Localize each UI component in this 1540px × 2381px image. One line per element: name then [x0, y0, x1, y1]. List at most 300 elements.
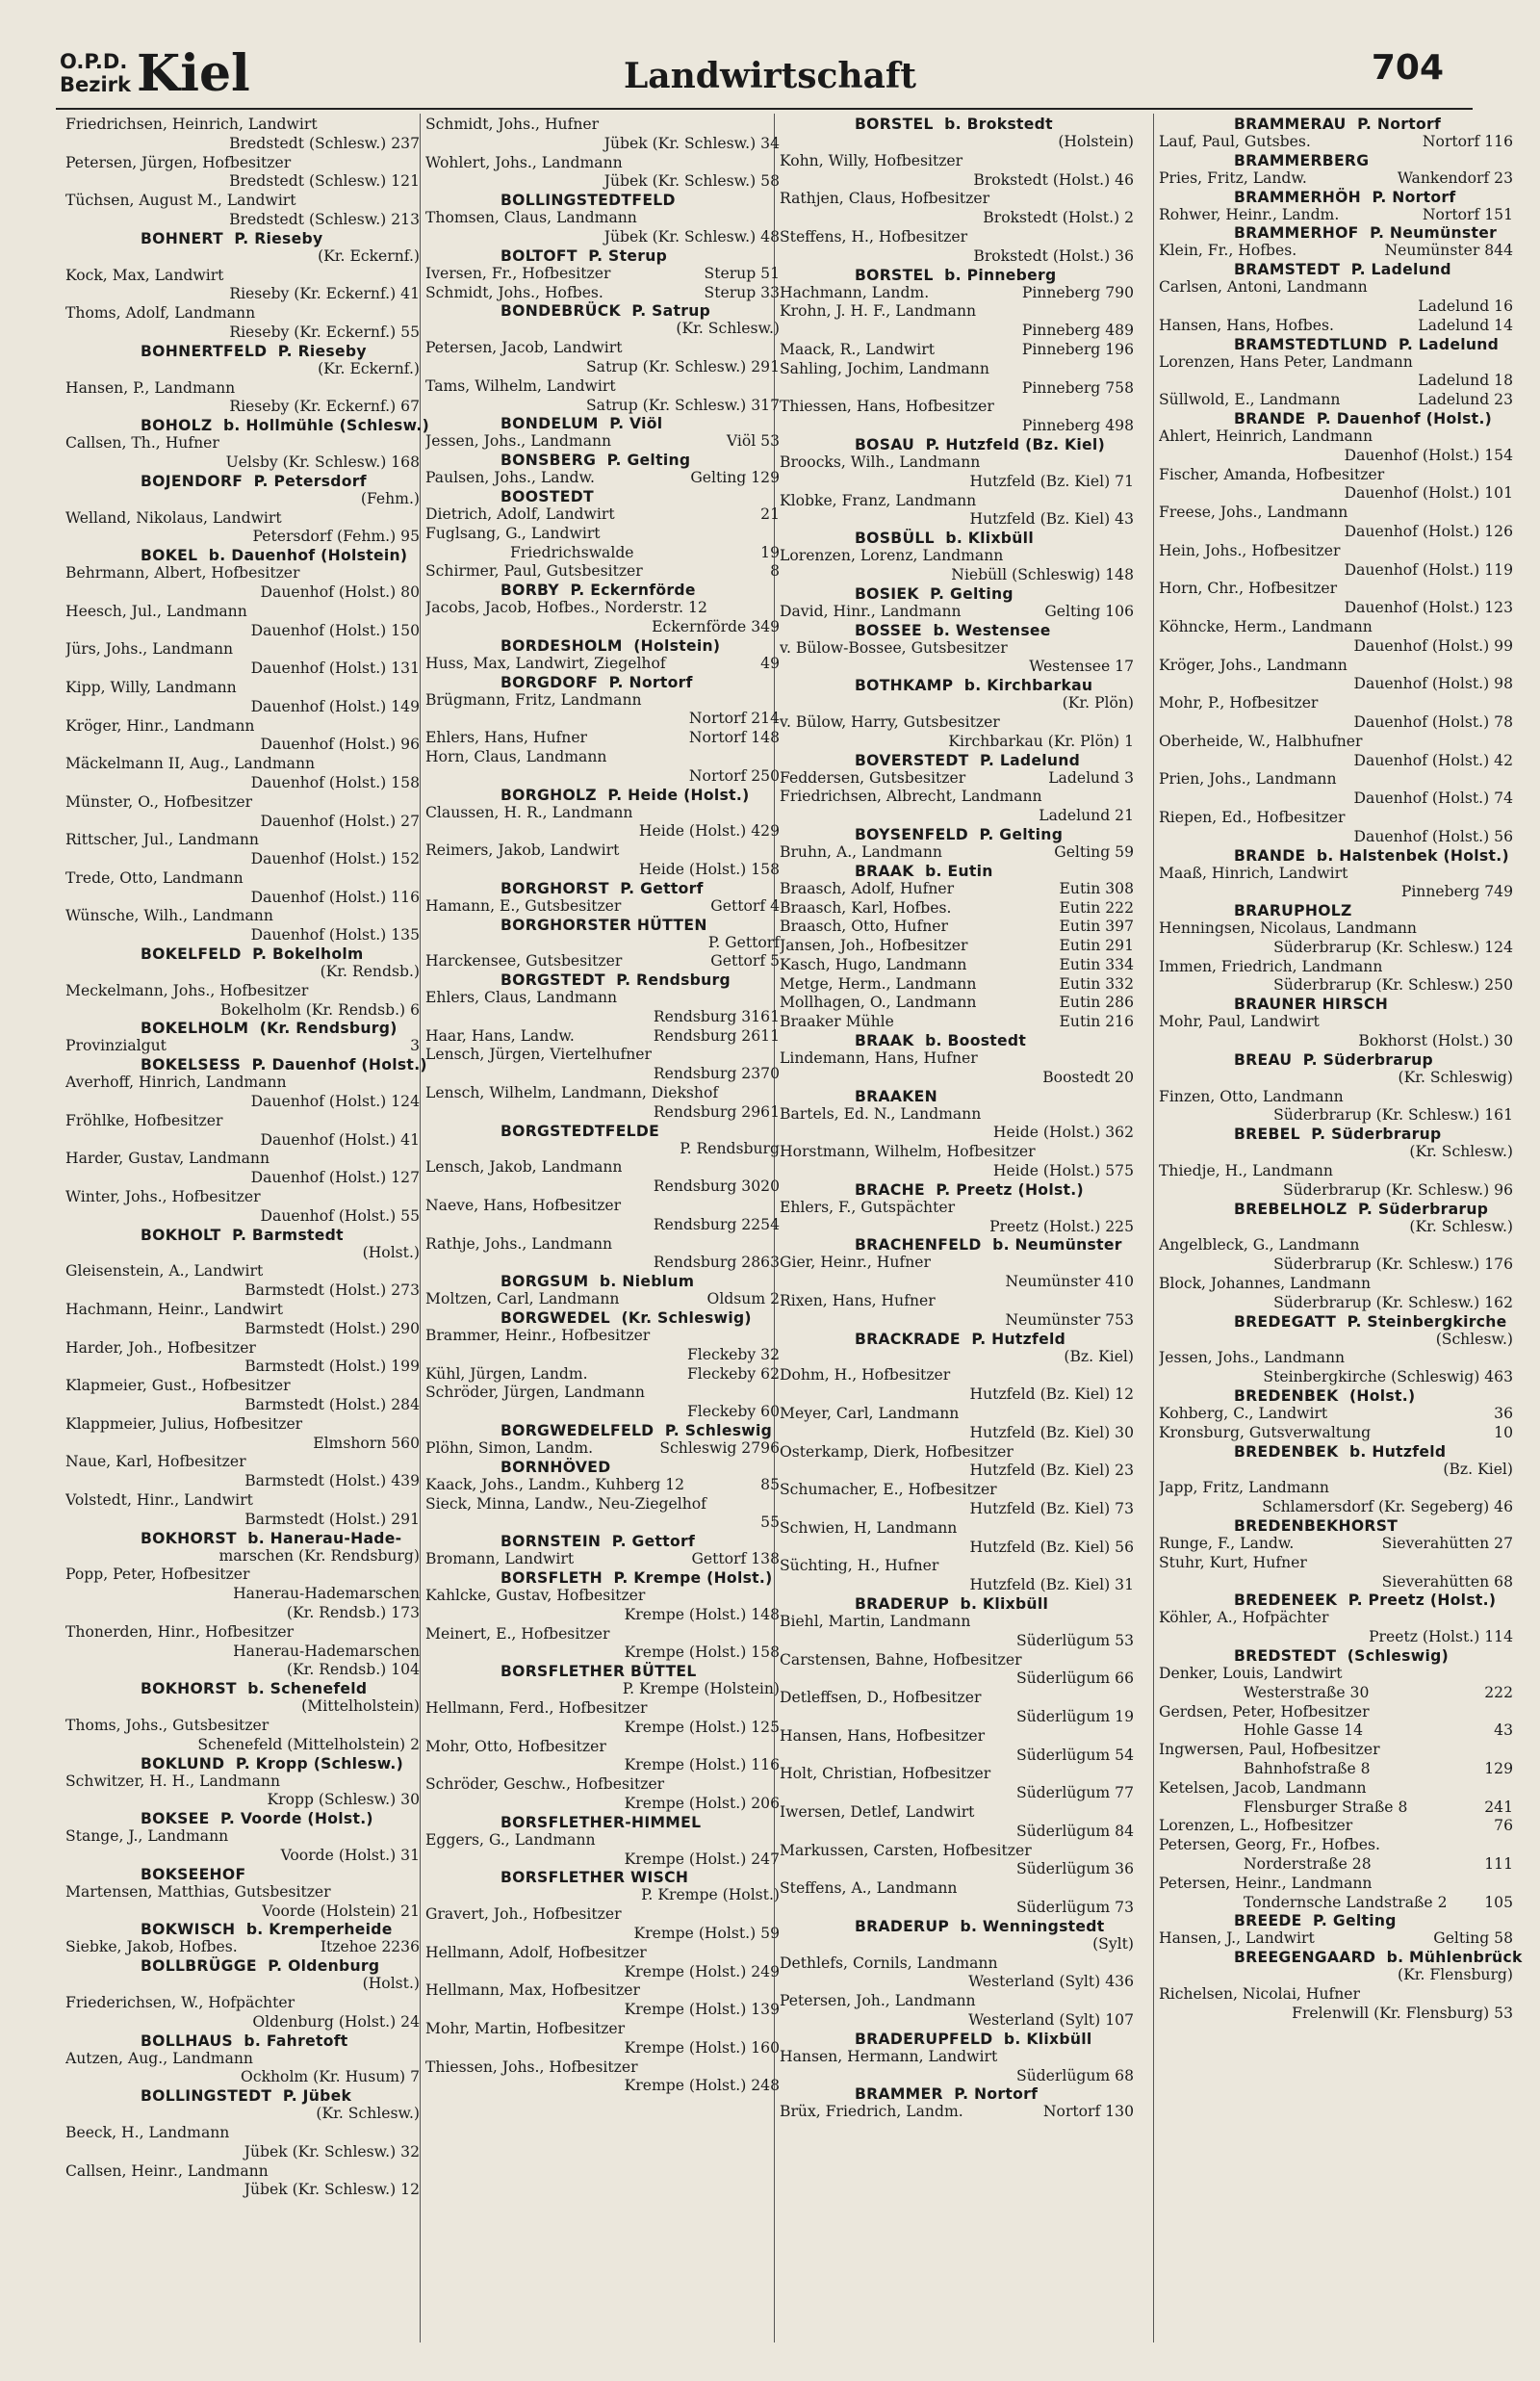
entry-line	[65, 1623, 420, 1643]
entry-text: Autzen, Aug., Landmann	[65, 2049, 253, 2067]
entry-text: Schmidt, Johs., Hofbes.	[425, 283, 603, 301]
entry-number: Pinneberg 196	[1021, 340, 1134, 358]
place-heading	[65, 1680, 420, 1697]
place-heading	[425, 415, 780, 432]
entry-line	[780, 1765, 1134, 1784]
entry-line	[780, 152, 1134, 171]
entry-text: Iversen, Fr., Hofbesitzer	[425, 264, 611, 282]
place-heading	[65, 1056, 427, 1074]
entry-cont: Barmstedt (Holst.) 284	[244, 1396, 420, 1414]
entry-cont: Voorde (Holst.) 31	[280, 1846, 420, 1864]
entry-text: Petersen, Jacob, Landwirt	[425, 339, 623, 357]
place-name: BORSFLETHER BÜTTEL	[500, 1663, 697, 1681]
entry-number: 111	[1484, 1854, 1513, 1873]
entry-cont: Elmshorn 560	[313, 1434, 420, 1452]
entry-text: Kohberg, C., Landwirt	[1159, 1405, 1328, 1423]
entry-line	[425, 655, 780, 674]
entry-line	[780, 1105, 1134, 1125]
entry-text: Provinzialgut	[65, 1037, 167, 1055]
entry-text: Welland, Nikolaus, Landwirt	[65, 508, 282, 527]
entry-text: Ketelsen, Jacob, Landmann	[1159, 1778, 1367, 1797]
entry-cont: Hutzfeld (Bz. Kiel) 56	[969, 1538, 1134, 1556]
entry-cont: Süderlügum 36	[1015, 1860, 1134, 1878]
entry-text: Kahlcke, Gustav, Hofbesitzer	[425, 1587, 646, 1605]
entry-line	[1159, 919, 1513, 939]
place-heading	[780, 2085, 1134, 2103]
place-name: BRADERUP	[855, 1917, 950, 1935]
place-heading-cont: (Kr. Flensburg)	[1397, 1966, 1513, 1984]
place-heading-cont: (Holstein)	[1058, 133, 1134, 150]
entry-line	[780, 603, 1134, 622]
entry-text: Rittscher, Jul., Landmann	[65, 831, 259, 849]
entry-text: Horn, Claus, Landmann	[425, 747, 607, 765]
entry-line	[425, 1587, 780, 1606]
entry-text: Lauf, Paul, Gutsbes.	[1159, 133, 1311, 150]
place-heading	[425, 488, 780, 505]
entry-text: Lindemann, Hans, Hufner	[780, 1049, 978, 1068]
entry-text: Köhler, A., Hofpächter	[1159, 1609, 1329, 1627]
entry-text: Horn, Chr., Hofbesitzer	[1159, 580, 1338, 598]
entry-line	[65, 267, 420, 286]
place-name: BOKHOLT	[141, 1226, 221, 1244]
place-heading-cont: (Kr. Schlesw.)	[1409, 1143, 1513, 1161]
entry-cont: Voorde (Holstein) 21	[262, 1902, 420, 1920]
entry-cont: Krempe (Holst.) 139	[624, 2001, 780, 2019]
entry-line	[1159, 1405, 1513, 1424]
place-postal: b. Schenefeld	[236, 1680, 368, 1698]
entry-cont	[425, 544, 780, 563]
place-name: BRAMMERBERG	[1234, 151, 1370, 169]
entry-line	[425, 469, 780, 488]
entry-line	[425, 1625, 780, 1644]
entry-text: Kock, Max, Landwirt	[65, 266, 224, 284]
entry-line	[1159, 427, 1513, 447]
entry-cont: Kropp (Schlesw.) 30	[267, 1791, 420, 1809]
place-heading	[425, 917, 780, 934]
place-heading	[65, 1530, 420, 1547]
place-heading-cont: (Fehm.)	[360, 489, 420, 507]
place-heading	[780, 1595, 1134, 1613]
entry-line	[425, 1495, 780, 1514]
place-heading	[780, 267, 1134, 284]
entry-text: Lensch, Jürgen, Viertelhufner	[425, 1046, 652, 1064]
entry-line	[780, 1879, 1134, 1899]
place-postal: b. Kirchbarkau	[953, 677, 1093, 695]
entry-cont: Ockholm (Kr. Husum) 7	[241, 2068, 420, 2086]
entry-line	[425, 1981, 780, 2001]
place-postal: P. Heide (Holst.)	[596, 786, 750, 804]
entry-line	[1159, 278, 1513, 298]
place-name: BRAMSTEDT	[1234, 261, 1341, 279]
entry-text: v. Bülow-Bossee, Gutsbesitzer	[780, 638, 1008, 657]
entry-line	[65, 1074, 420, 1093]
entry-number: Gelting 59	[1054, 842, 1134, 861]
entry-number: Schleswig 2796	[659, 1439, 780, 1458]
place-heading	[1159, 1387, 1513, 1405]
entry-cont: Brokstedt (Holst.) 2	[983, 209, 1134, 227]
entry-line	[780, 1842, 1134, 1861]
entry-text: Riepen, Ed., Hofbesitzer	[1159, 808, 1346, 826]
entry-text: Averhoff, Hinrich, Landmann	[65, 1074, 287, 1092]
entry-text: Naeve, Hans, Hofbesitzer	[425, 1197, 622, 1215]
entry-line	[65, 1339, 420, 1359]
entry-text: Kaack, Johs., Landm., Kuhberg 12	[425, 1475, 685, 1493]
entry-text: Klein, Fr., Hofbes.	[1159, 242, 1297, 260]
entry-cont: Dauenhof (Holst.) 135	[250, 926, 420, 945]
column-3	[780, 116, 1134, 2122]
place-heading	[780, 1236, 1134, 1254]
place-postal: P. Bokelholm	[241, 945, 364, 964]
place-heading	[65, 2087, 420, 2105]
entry-line	[65, 1883, 420, 1902]
place-heading	[780, 1918, 1134, 1935]
entry-cont: Dauenhof (Holst.) 150	[250, 621, 420, 639]
entry-text: Schröder, Jürgen, Landmann	[425, 1384, 645, 1402]
entry-text: Mäckelmann II, Aug., Landmann	[65, 755, 316, 773]
entry-number: Viöl 53	[726, 432, 780, 451]
entry-text: Heesch, Jul., Landmann	[65, 602, 247, 620]
place-name: BOKEL	[141, 547, 198, 565]
entry-cont: Barmstedt (Holst.) 291	[244, 1510, 420, 1528]
entry-cont: Süderbrarup (Kr. Schlesw.) 96	[1283, 1180, 1513, 1199]
entry-line	[1159, 580, 1513, 599]
entry-cont: Hutzfeld (Bz. Kiel) 23	[969, 1462, 1134, 1480]
place-postal: P. Nortorf	[1361, 188, 1456, 206]
entry-line	[1159, 1985, 1513, 2005]
entry-cont: Rendsburg 2961	[653, 1102, 780, 1121]
place-heading	[1159, 1517, 1513, 1535]
entry-line	[1159, 1424, 1513, 1443]
place-heading	[1159, 189, 1513, 206]
place-name: BORGHOLZ	[500, 786, 597, 804]
place-postal: b. Klixbüll	[949, 1595, 1049, 1613]
entry-cont: Schenefeld (Mittelholstein) 2	[197, 1735, 420, 1753]
place-name: BRADERUPFELD	[855, 2030, 993, 2048]
place-heading	[65, 1020, 420, 1037]
entry-line	[1159, 1535, 1513, 1554]
place-postal: b. Kremperheide	[235, 1921, 393, 1939]
place-name: BOSBÜLL	[855, 530, 935, 548]
entry-cont: Boostedt 20	[1042, 1068, 1134, 1086]
entry-text: Meckelmann, Johs., Hofbesitzer	[65, 981, 309, 999]
entry-line	[425, 841, 780, 861]
entry-line	[65, 1112, 420, 1131]
entry-cont: Barmstedt (Holst.) 273	[244, 1281, 420, 1300]
entry-line	[1159, 1162, 1513, 1181]
place-postal: b. Halstenbek (Holst.)	[1305, 846, 1509, 865]
place-postal: b. Hanerau-Hade-	[236, 1529, 402, 1547]
entry-number: 241	[1484, 1798, 1513, 1816]
entry-number: Neumünster 844	[1384, 242, 1513, 260]
place-name: BREDENBEK	[1234, 1387, 1339, 1406]
entry-text: Kasch, Hugo, Landmann	[780, 955, 967, 973]
entry-text: Denker, Louis, Landwirt	[1159, 1665, 1343, 1682]
column-2	[425, 116, 780, 2096]
entry-text: Mollhagen, O., Landmann	[780, 994, 977, 1012]
entry-line	[780, 1689, 1134, 1708]
entry-cont: Ladelund 16	[1418, 297, 1513, 315]
city-title: Kiel	[137, 44, 250, 103]
place-heading	[65, 417, 429, 435]
entry-line	[425, 2020, 780, 2039]
entry-line	[425, 1476, 780, 1495]
entry-line	[780, 1292, 1134, 1311]
place-heading-cont: P. Gettorf	[707, 933, 780, 951]
place-name: BORGSUM	[500, 1273, 589, 1291]
place-postal: (Holst.)	[1338, 1387, 1416, 1406]
entry-cont: Krempe (Holst.) 116	[624, 1756, 780, 1774]
entry-text: Steffens, A., Landmann	[780, 1879, 958, 1898]
place-heading	[1159, 996, 1513, 1013]
entry-number: Ladelund 3	[1048, 768, 1134, 787]
place-postal: P. Nortorf	[1346, 116, 1442, 133]
place-heading	[1159, 116, 1513, 133]
entry-text: Feddersen, Gutsbesitzer	[780, 768, 966, 787]
entry-text: Hansen, Hans, Hofbes.	[1159, 316, 1334, 334]
entry-text: Popp, Peter, Hofbesitzer	[65, 1566, 250, 1584]
entry-cont: Krempe (Holst.) 247	[624, 1850, 780, 1868]
entry-line	[780, 492, 1134, 511]
entry-cont: Krempe (Holst.) 160	[624, 2038, 780, 2057]
place-name: BORNSTEIN	[500, 1533, 602, 1551]
entry-line	[1159, 391, 1513, 410]
place-name: BREDENEEK	[1234, 1592, 1338, 1610]
entry-cont	[1159, 1894, 1513, 1913]
entry-line	[65, 434, 420, 453]
entry-cont	[1159, 1760, 1513, 1779]
entry-cont: Dauenhof (Holst.) 41	[260, 1130, 420, 1149]
place-heading	[1159, 847, 1513, 865]
entry-text: Dietrich, Adolf, Landwirt	[425, 505, 615, 523]
entry-text: Petersen, Heinr., Landmann	[1159, 1874, 1373, 1892]
place-name: BORSFLETHER-HIMMEL	[500, 1813, 702, 1831]
entry-text: Claussen, H. R., Landmann	[425, 803, 633, 821]
entry-cont: Süderbrarup (Kr. Schlesw.) 162	[1273, 1293, 1513, 1311]
entry-text: Kohn, Willy, Hofbesitzer	[780, 151, 963, 169]
entry-line	[1159, 1836, 1513, 1855]
entry-cont: Hanerau-Hademarschen	[233, 1585, 420, 1603]
entry-line	[65, 1377, 420, 1396]
place-heading	[425, 637, 780, 655]
place-postal: P. Steinbergkirche	[1336, 1312, 1507, 1331]
entry-line	[425, 1084, 780, 1103]
entry-line	[1159, 1349, 1513, 1368]
place-name: BOSIEK	[855, 584, 919, 603]
entry-text: Dohm, H., Hofbesitzer	[780, 1366, 951, 1385]
column-4	[1159, 116, 1523, 2024]
entry-number: Gettorf 4	[710, 896, 780, 915]
place-name: BOKELSESS	[141, 1056, 242, 1074]
place-postal: P. Eckernförde	[558, 582, 696, 600]
entry-text: Jacobs, Jacob, Hofbes., Norderstr. 12	[425, 599, 707, 617]
entry-line	[425, 209, 780, 228]
entry-line	[780, 1143, 1134, 1162]
entry-line	[65, 1453, 420, 1472]
entry-text: Fröhlke, Hofbesitzer	[65, 1111, 223, 1129]
place-name: BORGWEDEL	[500, 1309, 611, 1328]
entry-cont: Steinbergkirche (Schleswig) 463	[1263, 1368, 1513, 1386]
place-heading	[425, 1869, 780, 1886]
entry-cont: Nortorf 214	[688, 710, 780, 728]
entry-cont: Niebüll (Schleswig) 148	[951, 565, 1134, 583]
entry-cont: Süderlügum 66	[1015, 1669, 1134, 1688]
place-postal: P. Barmstedt	[220, 1226, 344, 1244]
entry-cont: 55	[760, 1514, 780, 1532]
place-postal: P. Ladelund	[1387, 335, 1500, 353]
entry-cont: Dauenhof (Holst.) 42	[1353, 751, 1513, 769]
entry-line	[425, 284, 780, 303]
entry-cont: Barmstedt (Holst.) 199	[244, 1358, 420, 1376]
entry-cont: Oldenburg (Holst.) 24	[252, 2012, 420, 2031]
place-name: BORGSTEDTFELDE	[500, 1122, 660, 1140]
entry-number: 105	[1484, 1893, 1513, 1911]
entry-line	[65, 509, 420, 529]
entry-cont: Ladelund 18	[1418, 372, 1513, 390]
place-heading	[1159, 224, 1513, 242]
place-heading-cont: (Kr. Rendsb.)	[320, 963, 420, 981]
place-heading	[425, 1663, 780, 1680]
entry-cont: Rieseby (Kr. Eckernf.) 67	[229, 398, 420, 416]
entry-number: Eutin 286	[1059, 994, 1134, 1012]
place-heading	[65, 1755, 420, 1773]
entry-cont: Rendsburg 2863	[653, 1254, 780, 1272]
entry-text: Naue, Karl, Hofbesitzer	[65, 1453, 246, 1471]
entry-line	[425, 1384, 780, 1403]
entry-text: Horstmann, Wilhelm, Hofbesitzer	[780, 1143, 1036, 1161]
entry-line	[780, 1613, 1134, 1632]
place-name: BONDEBRÜCK	[500, 302, 621, 321]
entry-text: Detleffsen, D., Hofbesitzer	[780, 1689, 982, 1707]
place-postal: P. Gettorf	[601, 1533, 696, 1551]
entry-text: Ehlers, Hans, Hufner	[425, 729, 588, 747]
entry-line	[780, 639, 1134, 659]
entry-cont: Süderlügum 68	[1015, 2066, 1134, 2084]
place-heading	[1159, 1051, 1513, 1069]
entry-cont: Bredstedt (Schlesw.) 237	[229, 134, 420, 152]
entry-cont: Süderbrarup (Kr. Schlesw.) 176	[1273, 1255, 1513, 1274]
entry-line	[425, 116, 780, 135]
entry-text: Japp, Fritz, Landmann	[1159, 1479, 1329, 1497]
entry-text: Biehl, Martin, Landmann	[780, 1613, 971, 1630]
opd-label: O.P.D.	[60, 50, 128, 73]
place-name: BOKHORST	[141, 1529, 237, 1547]
entry-text: Braasch, Adolf, Hufner	[780, 879, 955, 897]
entry-number: Sieverahütten 27	[1381, 1535, 1513, 1553]
entry-line	[425, 505, 780, 525]
entry-cont: Jübek (Kr. Schlesw.) 34	[603, 134, 780, 152]
entry-text: Thonerden, Hinr., Hofbesitzer	[65, 1622, 295, 1641]
entry-text: Thiedje, H., Landmann	[1159, 1162, 1333, 1180]
place-heading	[780, 1181, 1134, 1199]
entry-text: Wohlert, Johs., Landmann	[425, 153, 623, 171]
place-heading	[65, 230, 420, 247]
entry-text: Süchting, H., Hufner	[780, 1557, 939, 1575]
entry-line	[780, 1366, 1134, 1385]
place-postal: P. Sterup	[577, 246, 668, 265]
entry-line	[780, 1443, 1134, 1462]
entry-line	[1159, 317, 1513, 336]
place-name: BOKSEEHOF	[141, 1865, 246, 1883]
place-heading	[780, 585, 1134, 603]
place-postal: b. Eutin	[913, 862, 993, 880]
entry-text: Brammer, Heinr., Hofbesitzer	[425, 1327, 651, 1345]
place-heading	[425, 971, 780, 989]
place-postal: b. Klixbüll	[992, 2030, 1092, 2048]
place-postal: b. Hollmühle (Schlesw.)	[212, 417, 429, 435]
entry-text: Haar, Hans, Landw.	[425, 1026, 575, 1045]
entry-number: Gelting 106	[1044, 602, 1134, 620]
entry-line	[65, 755, 420, 774]
entry-cont: Hutzfeld (Bz. Kiel) 12	[969, 1385, 1134, 1404]
entry-line	[1159, 733, 1513, 752]
place-name: BOKWISCH	[141, 1921, 236, 1939]
entry-text: Thoms, Johs., Gutsbesitzer	[65, 1716, 270, 1734]
place-name: BRAMSTEDTLUND	[1234, 335, 1388, 353]
place-name: BREEDE	[1234, 1912, 1302, 1930]
entry-line	[65, 1415, 420, 1435]
entry-text: Rixen, Hans, Hufner	[780, 1292, 936, 1310]
entry-text: Lorenzen, Lorenz, Landmann	[780, 547, 1004, 565]
place-heading-cont: (Kr. Plön)	[1062, 694, 1134, 712]
entry-line	[1159, 169, 1513, 189]
entry-line	[65, 1301, 420, 1320]
place-name: BORSTEL	[855, 266, 934, 284]
entry-number: Pinneberg 790	[1021, 283, 1134, 301]
entry-text: Lorenzen, Hans Peter, Landmann	[1159, 352, 1413, 371]
place-postal: b. Nieblum	[588, 1273, 695, 1291]
place-postal: P. Neumünster	[1358, 224, 1498, 243]
entry-text: Metge, Herm., Landmann	[780, 974, 977, 993]
place-heading	[780, 1032, 1134, 1049]
entry-text: Westerstraße 30	[1244, 1683, 1370, 1701]
entry-cont: Krempe (Holst.) 206	[624, 1794, 780, 1812]
place-name: BRARUPHOLZ	[1234, 902, 1352, 920]
place-heading	[65, 473, 420, 490]
entry-text: Immen, Friedrich, Landmann	[1159, 957, 1383, 975]
place-name: BORBY	[500, 582, 559, 600]
entry-line	[425, 265, 780, 284]
entry-cont: Dauenhof (Holst.) 96	[260, 736, 420, 754]
entry-text: Klobke, Franz, Landmann	[780, 491, 977, 509]
entry-line	[780, 453, 1134, 473]
entry-line	[425, 1905, 780, 1925]
place-name: BRACKRADE	[855, 1330, 961, 1348]
place-postal: (Kr. Schleswig)	[610, 1309, 752, 1328]
entry-cont: Brokstedt (Holst.) 46	[973, 170, 1134, 189]
entry-cont	[1159, 1721, 1513, 1741]
place-postal: P. Süderbrarup	[1299, 1126, 1442, 1144]
entry-cont: Süderlügum 19	[1015, 1707, 1134, 1725]
entry-text: Behrmann, Albert, Hofbesitzer	[65, 564, 300, 582]
entry-cont: Süderlügum 73	[1015, 1898, 1134, 1916]
entry-line	[65, 379, 420, 399]
entry-text: Runge, F., Landw.	[1159, 1535, 1295, 1553]
entry-line	[65, 116, 420, 135]
entry-line	[780, 1954, 1134, 1974]
place-heading-cont: (Holst.)	[362, 1243, 420, 1261]
entry-number: Ladelund 23	[1418, 391, 1513, 409]
column-divider	[420, 114, 421, 2342]
entry-text: Brüx, Friedrich, Landm.	[780, 2103, 963, 2121]
entry-cont: Heide (Holst.) 429	[638, 822, 780, 841]
entry-line	[780, 1049, 1134, 1069]
entry-text: Osterkamp, Dierk, Hofbesitzer	[780, 1442, 1014, 1461]
entry-line	[65, 831, 420, 850]
place-heading-cont: (Holst.)	[362, 1975, 420, 1993]
entry-line	[65, 907, 420, 926]
entry-text: Reimers, Jakob, Landwirt	[425, 841, 620, 860]
entry-cont: Hutzfeld (Bz. Kiel) 30	[969, 1423, 1134, 1441]
